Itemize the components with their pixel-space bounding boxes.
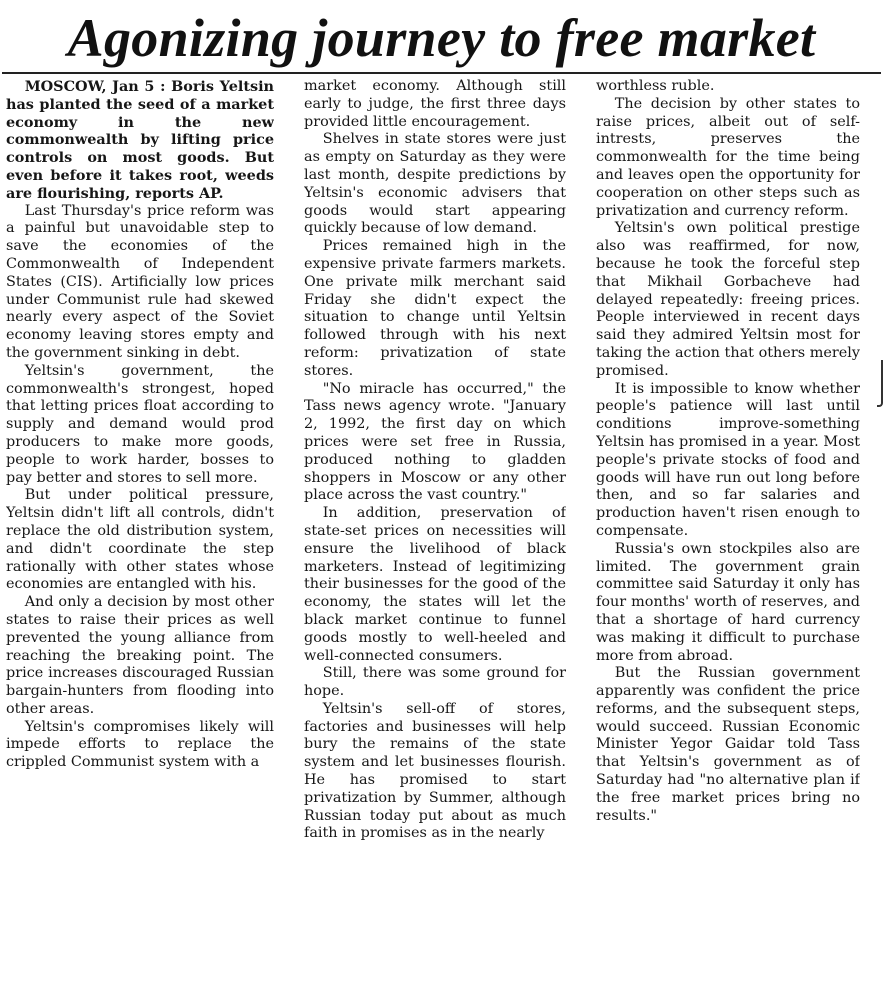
- article-column-2: [304, 78, 566, 990]
- lead-paragraph: [6, 78, 274, 203]
- paragraph: But the Russian government apparently was confident the price reforms, and the subsequent steps, would succeed. Russian Economic Minister Yegor Gaidar told Tass that Yeltsin's government as of Saturday had "no alternative plan if the free market prices bring no results.": [596, 665, 860, 824]
- paragraph: Still, there was some ground for hope.: [304, 665, 566, 700]
- paragraph: Yeltsin's government, the commonwealth's strongest, hoped that letting prices float according to supply and demand would prod producers to make more goods, people to work harder, bosses to pay better and stores to sell more.: [6, 362, 274, 486]
- paragraph: The decision by other states to raise prices, albeit out of self-intrests, preserves the commonwealth for the time being and leaves open the opportunity for cooperation on other steps such as privatization and currency reform.: [596, 95, 860, 219]
- paragraph-continued: market economy. Although still early to judge, the first three days provided little encouragement.: [304, 78, 566, 130]
- article-column-1: [6, 78, 274, 990]
- paragraph: Shelves in state stores were just as empty on Saturday as they were last month, despite predictions by Yeltsin's economic advisers that goods would start appearing quickly because of low demand.: [304, 131, 566, 237]
- paragraph: In addition, preservation of state-set prices on necessities will ensure the livelihood of black marketers. Instead of legitimizing their businesses for the good of the economy, the states will let the black market continue to funnel goods mostly to well-heeled and well-connected consumers.: [304, 505, 566, 664]
- page-edge-bracket: [877, 360, 883, 407]
- paragraph: And only a decision by most other states to raise their prices as well prevented the young alliance from reaching the breaking point. The price increases discouraged Russian bargain-hunters from flooding into other areas.: [6, 594, 274, 717]
- headline: Agonizing journey to free market: [67, 8, 816, 68]
- paragraph: But under political pressure, Yeltsin didn't lift all controls, didn't replace the old distribution system, and didn't coordinate the step rationally with other states whose economies are entangled with his.: [6, 487, 274, 593]
- paragraph-continued: worthless ruble.: [596, 78, 715, 94]
- article-column-3: [596, 78, 860, 984]
- headline-rule: [2, 72, 881, 74]
- paragraph: Prices remained high in the expensive private farmers markets. One private milk merchant said Friday she didn't expect the situation to change until Yeltsin followed through with his next reform: privatization of state stores.: [304, 238, 566, 379]
- paragraph: Russia's own stockpiles also are limited. The government grain committee said Saturday it only has four months' worth of reserves, and that a shortage of hard currency was making it difficult to purchase more from abroad.: [596, 540, 860, 664]
- paragraph: Yeltsin's compromises likely will impede efforts to replace the crippled Communist system with a: [6, 718, 274, 771]
- paragraph: It is impossible to know whether people's patience will last until conditions improve-something Yeltsin has promised in a year. Most people's private stocks of food and goods will have run out long before then, and so far salaries and production haven't risen enough to compensate.: [596, 380, 860, 539]
- paragraph: "No miracle has occurred," the Tass news agency wrote. "January 2, 1992, the first day on which prices were set free in Russia, produced nothing to gladden shoppers in Moscow or any other place across the vast country.": [304, 380, 566, 504]
- paragraph: Yeltsin's own political prestige also was reaffirmed, for now, because he took the forceful step that Mikhail Gorbacheve had delayed repeatedly: freeing prices. People interviewed in recent days said they admired Yeltsin most for taking the action that others merely promised.: [596, 220, 860, 379]
- paragraph: Last Thursday's price reform was a painful but unavoidable step to save the economies of the Commonwealth of Independent States (CIS). Artificially low prices under Communist rule had skewed nearly every aspect of the Soviet economy leaving stores empty and the government sinking in debt.: [6, 202, 274, 361]
- paragraph: Yeltsin's sell-off of stores, factories and businesses will help bury the remains of the state system and let businesses flourish. He has promised to start privatization by Summer, although Russian today put about as much faith in promises as in the nearly: [304, 700, 566, 842]
- dateline: MOSCOW, Jan 5 :: [24, 78, 166, 95]
- paragraph-text: Boris Yeltsin has planted the seed of a market economy in the new commonwealth by lifting price controls on most goods. But even before it takes root, weeds are flourishing, reports AP.: [6, 78, 274, 202]
